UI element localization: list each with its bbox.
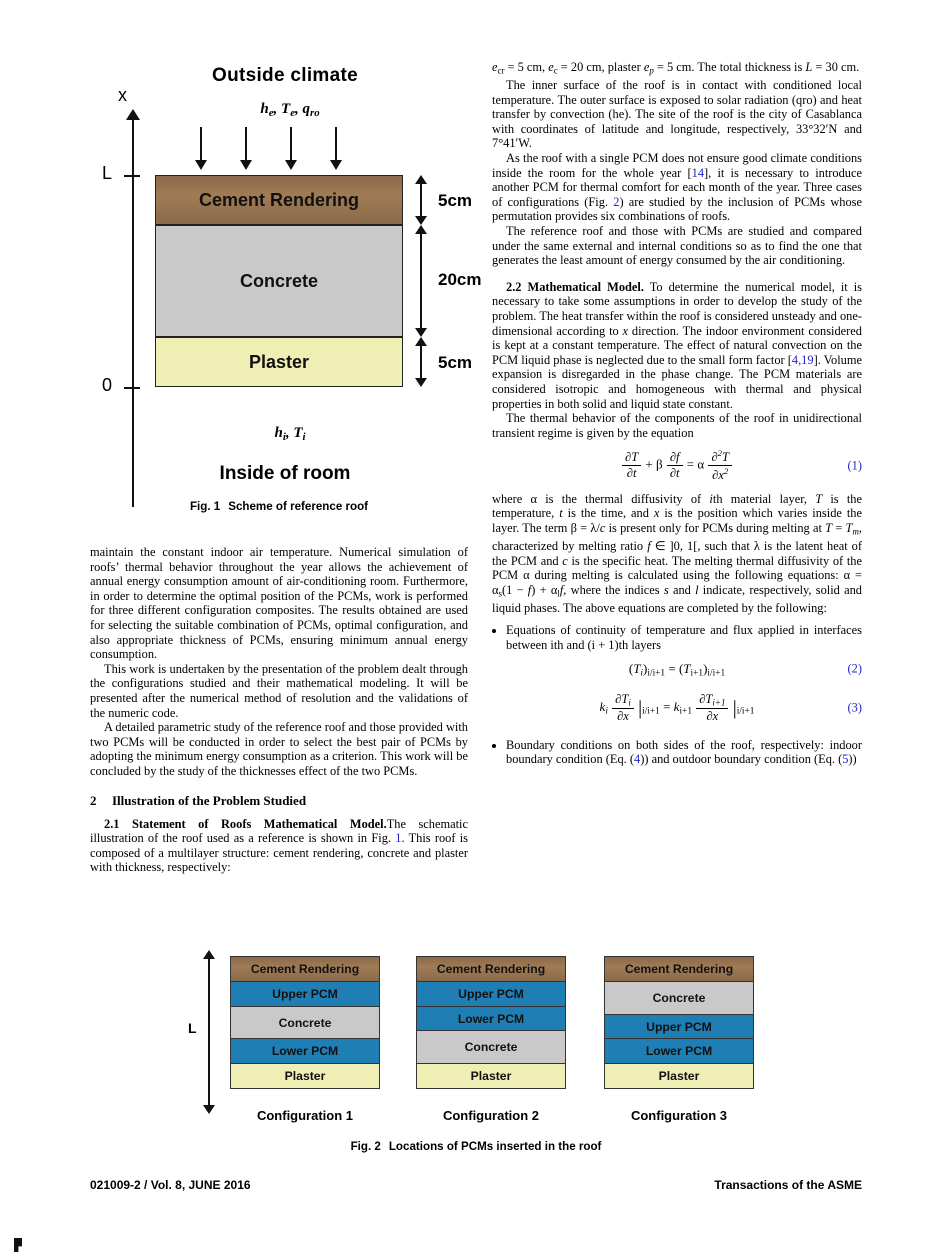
figure1-outside-climate-label: Outside climate xyxy=(212,65,358,86)
config3-layer-plaster: Plaster xyxy=(604,1063,754,1089)
section-2-number: 2 xyxy=(90,792,97,808)
roof-layer-concrete: Concrete xyxy=(155,225,403,337)
equation-3-term-1: $\frac{\partial T_i}{\partial x}$ xyxy=(612,692,634,724)
figure-2-crossref[interactable]: 2 xyxy=(613,194,620,209)
reference-14-link[interactable]: 14 xyxy=(691,165,705,180)
equation-1-term-1: $\frac{\partial T}{\partial t}$ xyxy=(622,450,641,481)
dimension-label-concrete: 20cm xyxy=(438,270,482,289)
section-2-heading xyxy=(90,793,468,809)
configuration-3-stack xyxy=(604,956,754,1088)
right-paragraph-6: where α is the thermal diffusivity of ith material layer, T is the temperature, t is the time, and x is the position which varies inside the layer. The term β = λ/c is present only for PCMs during melting at $T = T_m$, characterized by melting ratio f ∈ ]0, 1[, such that λ is the latent heat of the PCM and c is the specific heat. The melting thermal diffusivity of the PCM α during melting is calculated using the following equations: $\alpha = \alpha_s(1 - f) + \alpha_lf$, where the indices s and l indicate, respectively, solid and liquid phases. The above equations are completed by the following: xyxy=(492,491,863,615)
config1-layer-concrete: Concrete xyxy=(230,1006,380,1040)
heat-flux-arrow xyxy=(335,127,337,161)
figure-2-caption xyxy=(90,1140,862,1153)
config3-layer-upper-pcm: Upper PCM xyxy=(604,1014,754,1040)
figure-1-scheme-of-reference-roof xyxy=(90,55,482,525)
figure-1-crossref[interactable]: 1 xyxy=(395,831,402,846)
reference-4-19-link[interactable]: 4,19 xyxy=(791,352,814,367)
figure-1-caption xyxy=(90,500,468,513)
bullet-item-1: • Equations of continuity of temperature and flux applied in interfaces between ith and (i + 1)th layers xyxy=(506,623,862,652)
roof-layer-cement-rendering: Cement Rendering xyxy=(155,175,403,225)
subsection-2-1-paragraph xyxy=(90,817,468,875)
dimension-line-plaster xyxy=(420,345,422,379)
left-paragraph-3: A detailed parametric study of the reference roof and those provided with two PCMs will be conducted in order to select the best pair of PCMs by adopting the minimum energy consumption as a criterion. This work will be concluded by the study of the thicknesses effect of the two PCMs. xyxy=(90,720,468,778)
configuration-1-stack xyxy=(230,956,380,1088)
subsection-2-2-body: To determine the numerical model, it is necessary to take some assumptions in order to develop the study of the problem. The heat transfer within the roof is considered unsteady and one-dimensional according to x direction. The indoor environment considered is kept at a constant temperature. The effect of natural convection on the PCM liquid phase is neglected due to the small form factor [4,19]. Volume expansion is disregarded in the phase change. The PCM materials are considered isotropic and homogeneous with thermal and physical properties in both solid and liquid state constant. xyxy=(492,279,862,411)
config2-layer-plaster: Plaster xyxy=(416,1063,566,1089)
footer-right: Transactions of the ASME xyxy=(714,1178,862,1192)
config3-layer-lower-pcm: Lower PCM xyxy=(604,1038,754,1064)
subsection-2-1-number: 2.1 xyxy=(104,816,120,831)
figure1-top-variables: $h_e$, $T_e$, $q_{ro}$ xyxy=(260,101,320,120)
dimension-line-cement xyxy=(420,183,422,217)
subsection-2-2-number: 2.2 xyxy=(506,279,522,294)
equation-3-term-2: $\frac{\partial T_{i+1}}{\partial x}$ xyxy=(696,692,728,724)
figure2-L-label: L xyxy=(188,1020,197,1036)
equation-2-number: (2) xyxy=(847,661,862,676)
roof-layer-plaster: Plaster xyxy=(155,337,403,387)
config1-layer-upper-pcm: Upper PCM xyxy=(230,981,380,1007)
corner-registration-mark xyxy=(14,1238,22,1252)
figure-2-locations-of-pcms xyxy=(90,950,862,1125)
left-paragraph-2: This work is undertaken by the presentation of the problem dealt through the configurations studied and their mathematical modeling. It will be presented after the numerical method of resolution and the validations of the numeric code. xyxy=(90,661,468,720)
subsection-2-1-title: Statement of Roofs Mathematical Model. xyxy=(132,816,387,831)
assumption-bullet-list xyxy=(492,623,862,652)
configuration-2-caption: Configuration 2 xyxy=(442,1108,540,1123)
config2-layer-upper-pcm: Upper PCM xyxy=(416,981,566,1007)
section-2-title: Illustration of the Problem Studied xyxy=(112,792,307,808)
config1-layer-lower-pcm: Lower PCM xyxy=(230,1038,380,1064)
equation-4-crossref[interactable]: 4 xyxy=(634,752,641,767)
left-paragraph-1: maintain the constant indoor air temperature. Numerical simulation of roofs’ thermal behavior throughout the year allows the achievement of annual energy consumption amount of air-conditioning room. Furthermore, in order to determine the optimal position of the PCMs, work is performed for three different configuration composites. The results obtained are used for selecting the suitable combination of PCMs, optimal configuration, and also appropriate thickness of PCMs, ensuring minimum annual energy consumption. xyxy=(90,545,468,662)
figure-2-caption-number: Fig. 2 xyxy=(350,1140,381,1153)
left-column xyxy=(90,545,468,875)
figure1-inside-of-room-label: Inside of room xyxy=(219,463,351,484)
equation-3: $k_i$ $\frac{\partial T_i}{\partial x}$ $|_{i/i+1} = k_{i+1}$ $\frac{\partial T_{i+1}}{\partial x}$ $|_{i/i+1}$ (3) xyxy=(599,692,862,723)
configuration-2-stack xyxy=(416,956,566,1088)
axis-tick-0 xyxy=(124,387,140,389)
boundary-bullet-list xyxy=(492,738,862,767)
dimension-line-concrete xyxy=(420,233,422,329)
right-column xyxy=(492,60,862,771)
right-paragraph-4: The reference roof and those with PCMs are studied and compared under the same external and internal conditions so as to find the one that generates the least amount of energy consumed by the air conditioning. xyxy=(492,224,862,268)
equation-1-term-3: $\frac{\partial^2T}{\partial x^2}$ xyxy=(708,448,732,483)
dimension-label-plaster: 5cm xyxy=(438,353,473,372)
configuration-3-caption: Configuration 3 xyxy=(630,1108,728,1123)
config2-layer-cement-rendering: Cement Rendering xyxy=(416,956,566,982)
right-paragraph-2: The inner surface of the roof is in contact with conditioned local temperature. The outer surface is exposed to solar radiation (qro) and heat transfer by convection (he). The site of the roof is the city of Casablanca with coordinates of latitude and longitude, respectively, 33°32′N and 7°41′W. xyxy=(492,78,862,151)
heat-flux-arrow xyxy=(290,127,292,161)
axis-tick-label-L: L xyxy=(102,163,113,183)
heat-flux-arrow xyxy=(200,127,202,161)
right-paragraph-1: $e_{cr} = 5$ cm, $e_c = 20$ cm, plaster $e_p = 5$ cm. The total thickness is L = 30 cm. xyxy=(492,60,860,76)
figure2-L-dimension-line xyxy=(208,958,210,1106)
config2-layer-concrete: Concrete xyxy=(416,1030,566,1064)
subsection-2-2-paragraph xyxy=(492,280,862,411)
bullet-item-2: • Boundary conditions on both sides of the roof, respectively: indoor boundary condition (Eq. (4)) and outdoor boundary condition (Eq. (5)) xyxy=(506,738,862,767)
subsection-2-2-title: Mathematical Model. xyxy=(527,279,644,294)
figure-1-caption-text: Scheme of reference roof xyxy=(228,500,369,513)
config2-layer-lower-pcm: Lower PCM xyxy=(416,1006,566,1032)
config1-layer-cement-rendering: Cement Rendering xyxy=(230,956,380,982)
dimension-label-cement: 5cm xyxy=(438,191,473,210)
subsection-2-1-body: The schematic illustration of the roof used as a reference is shown in Fig. 1. This roof is composed of a multilayer structure: cement rendering, concrete and plaster with thickness, respectively: xyxy=(90,816,469,875)
figure1-bottom-variables: $h_i$, $T_i$ xyxy=(274,425,306,444)
equation-3-number: (3) xyxy=(847,700,862,715)
equation-5-crossref[interactable]: 5 xyxy=(842,752,849,767)
equation-1-term-2: $\frac{\partial f}{\partial t}$ xyxy=(667,450,683,481)
right-paragraph-3: As the roof with a single PCM does not ensure good climate conditions inside the room for the whole year [14], it is necessary to introduce another PCM for thermal comfort for each month of the year. Three cases of configurations (Fig. 2) are studied by the inclusion of PCMs whose permutation provides six combinations of roofs. xyxy=(492,151,862,224)
configuration-1-caption: Configuration 1 xyxy=(256,1108,354,1123)
config3-layer-cement-rendering: Cement Rendering xyxy=(604,956,754,982)
figure-2-caption-text: Locations of PCMs inserted in the roof xyxy=(388,1140,602,1153)
x-axis-label: x xyxy=(118,85,127,105)
axis-tick-L xyxy=(124,175,140,177)
footer-left: 021009-2 / Vol. 8, JUNE 2016 xyxy=(90,1178,251,1192)
heat-flux-arrow xyxy=(245,127,247,161)
right-paragraph-5: The thermal behavior of the components of the roof in unidirectional transient regime is given by the equation xyxy=(492,411,862,440)
equation-1-number: (1) xyxy=(847,458,862,473)
equation-2: $(T_i)_{i/i+1} = (T_{i+1})_{i/i+1}$ (2) xyxy=(628,660,862,679)
equation-1: $\frac{\partial T}{\partial t}$ + β $\frac{\partial f}{\partial t}$ = α $\frac{\partial^2T}{\partial x^2}$ (1) xyxy=(492,448,862,483)
axis-tick-label-0: 0 xyxy=(102,375,113,395)
figure-1-caption-number: Fig. 1 xyxy=(189,500,221,513)
config1-layer-plaster: Plaster xyxy=(230,1063,380,1089)
config3-layer-concrete: Concrete xyxy=(604,981,754,1015)
